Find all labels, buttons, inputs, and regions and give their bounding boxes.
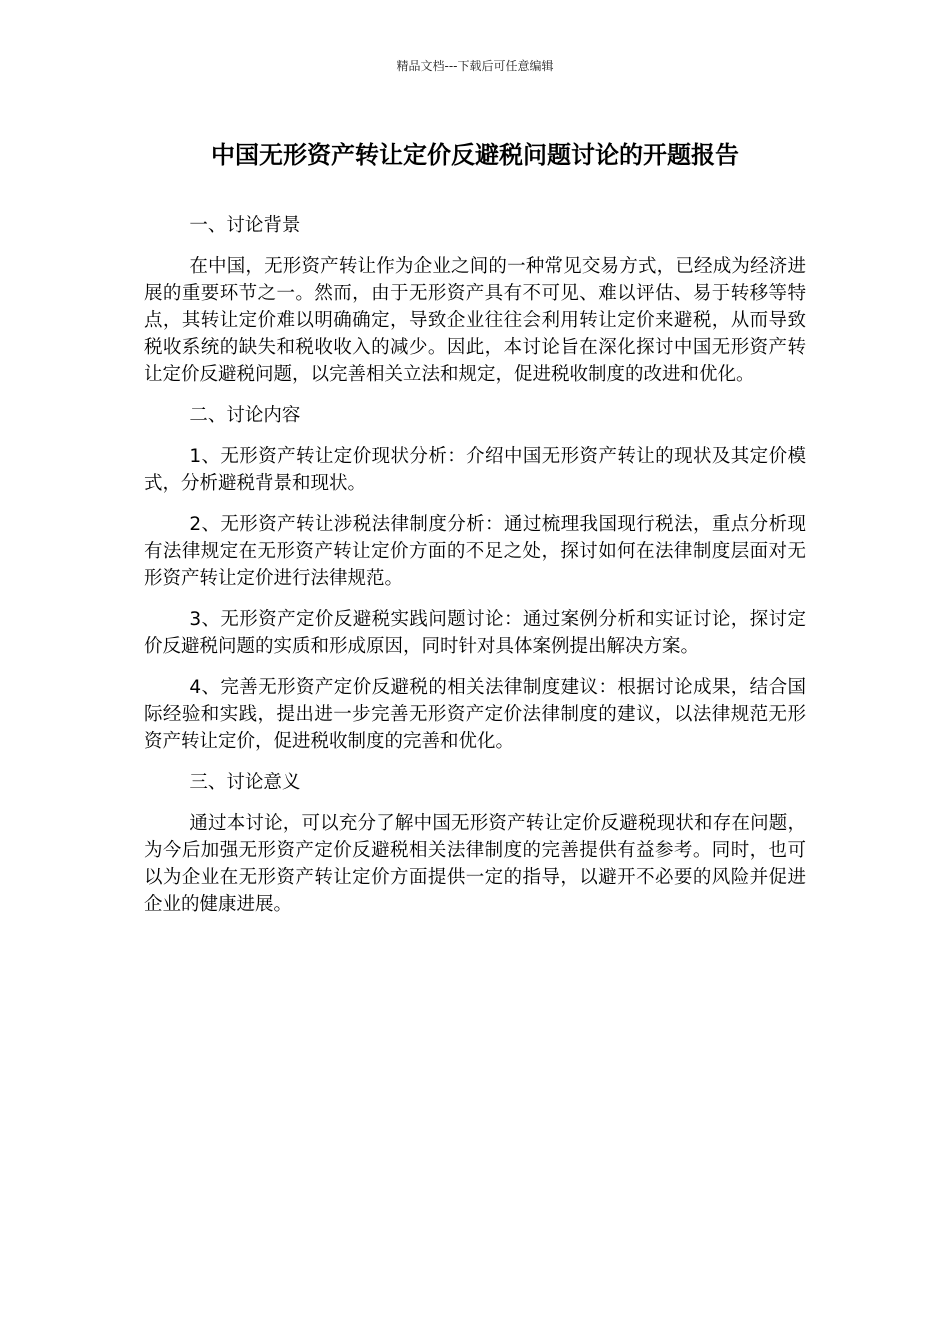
header-note: 精品文档---下载后可任意编辑 [396,59,554,73]
paragraph: 3、无形资产定价反避税实践问题讨论：通过案例分析和实证讨论，探讨定价反避税问题的实质和形成原因，同时针对具体案例提出解决方案。 [144,609,806,657]
paragraph: 1、无形资产转让定价现状分析：介绍中国无形资产转让的现状及其定价模式，分析避税背景和现状。 [144,446,806,494]
paragraph: 2、无形资产转让涉税法律制度分析：通过梳理我国现行税法，重点分析现有法律规定在无形资产转让定价方面的不足之处，探讨如何在法律制度层面对无形资产转让定价进行法律规范。 [144,514,806,589]
paragraph: 在中国，无形资产转让作为企业之间的一种常见交易方式，已经成为经济进展的重要环节之一。然而，由于无形资产具有不可见、难以评估、易于转移等特点，其转让定价难以明确确定，导致企业往往会利用转让定价来避税，从而导致税收系统的缺失和税收收入的减少。因此，本讨论旨在深化探讨中国无形资产转让定价反避税问题，以完善相关立法和规定，促进税收制度的改进和优化。 [144,256,806,385]
section-heading-significance: 三、讨论意义 [189,772,301,793]
section-heading-background: 一、讨论背景 [189,215,301,236]
document-body [144,212,806,932]
document-title: 中国无形资产转让定价反避税问题讨论的开题报告 [211,141,739,169]
paragraph: 4、完善无形资产定价反避税的相关法律制度建议：根据讨论成果，结合国际经验和实践，提出进一步完善无形资产定价法律制度的建议，以法律规范无形资产转让定价，促进税收制度的完善和优化。 [144,677,806,752]
section-heading-content: 二、讨论内容 [189,405,301,426]
paragraph: 通过本讨论，可以充分了解中国无形资产转让定价反避税现状和存在问题，为今后加强无形资产定价反避税相关法律制度的完善提供有益参考。同时，也可以为企业在无形资产转让定价方面提供一定的指导，以避开不必要的风险并促进企业的健康进展。 [144,813,806,915]
